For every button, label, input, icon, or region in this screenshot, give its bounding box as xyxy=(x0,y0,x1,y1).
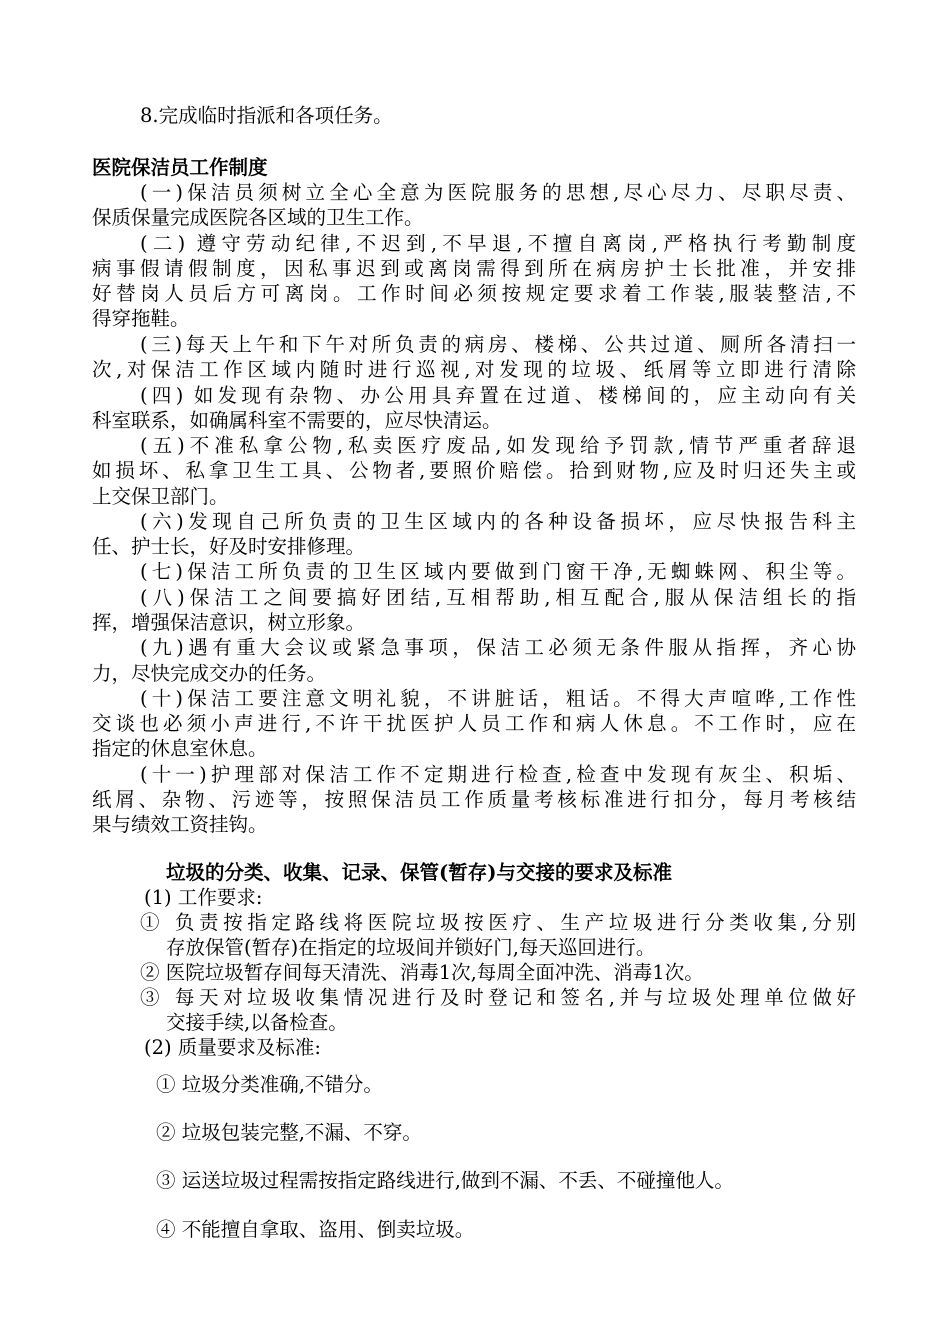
waste-section-title: 垃圾的分类、收集、记录、保管(暂存)与交接的要求及标准 xyxy=(166,861,672,884)
rules-paragraph-line: (十)保洁工要注意文明礼貌，不讲脏话，粗话。不得大声喧哗,工作性 xyxy=(140,687,856,710)
waste-list-item: 交接手续,以备检查。 xyxy=(166,1011,348,1034)
waste-list-item: ③ 每天对垃圾收集情况进行及时登记和签名,并与垃圾处理单位做好 xyxy=(140,986,856,1009)
waste-standard-item: ③ 运送垃圾过程需按指定路线进行,做到不漏、不丢、不碰撞他人。 xyxy=(156,1169,734,1192)
waste-standard-item: ② 垃圾包装完整,不漏、不穿。 xyxy=(156,1121,422,1144)
rules-paragraph-line: (二) 遵守劳动纪律,不迟到,不早退,不擅自离岗,严格执行考勤制度 xyxy=(140,232,856,255)
rules-paragraph-line: (四) 如发现有杂物、办公用具弃置在过道、楼梯间的，应主动向有关 xyxy=(140,384,856,407)
rules-paragraph-line: (三)每天上午和下午对所负责的病房、楼梯、公共过道、厕所各清扫一 xyxy=(140,333,856,356)
rules-paragraph-line: 次,对保洁工作区域内随时进行巡视,对发现的垃圾、纸屑等立即进行清除 xyxy=(92,358,856,381)
rules-paragraph-line: (八)保洁工之间要搞好团结,互相帮助,相互配合,服从保洁组长的指 xyxy=(140,586,856,609)
rules-paragraph-line: 保质保量完成医院各区域的卫生工作。 xyxy=(92,206,424,229)
rules-paragraph-line: 病事假请假制度，因私事迟到或离岗需得到所在病房护士长批准，并安排 xyxy=(92,257,856,280)
rules-paragraph-line: 交谈也必须小声进行,不许干扰医护人员工作和病人休息。不工作时，应在 xyxy=(92,712,856,735)
rules-paragraph-line: 好替岗人员后方可离岗。工作时间必须按规定要求着工作装,服装整洁,不 xyxy=(92,282,856,305)
rules-paragraph-line: (六)发现自己所负责的卫生区域内的各种设备损坏，应尽快报告科主 xyxy=(140,510,856,533)
waste-heading-work: (1) 工作要求: xyxy=(144,886,263,909)
rules-paragraph-line: 得穿拖鞋。 xyxy=(92,307,190,330)
rules-paragraph-line: 如损坏、私拿卫生工具、公物者,要照价赔偿。拾到财物,应及时归还失主或 xyxy=(92,459,856,482)
rules-paragraph-line: 纸屑、杂物、污迹等，按照保洁员工作质量考核标准进行扣分，每月考核结 xyxy=(92,788,856,811)
waste-list-item: 存放保管(暂存)在指定的垃圾间并锁好门,每天巡回进行。 xyxy=(166,936,656,959)
waste-list-item: ① 负责按指定路线将医院垃圾按医疗、生产垃圾进行分类收集,分别 xyxy=(140,911,856,934)
rules-paragraph-line: 科室联系，如确属科室不需要的，应尽快清运。 xyxy=(92,409,502,432)
rules-paragraph-line: 指定的休息室休息。 xyxy=(92,737,268,760)
rules-section-title: 医院保洁员工作制度 xyxy=(92,156,268,179)
rules-paragraph-line: 力，尽快完成交办的任务。 xyxy=(92,662,327,685)
rules-paragraph-line: 挥，增强保洁意识，树立形象。 xyxy=(92,611,366,634)
intro-list-item: 8.完成临时指派和各项任务。 xyxy=(140,104,393,127)
rules-paragraph-line: (九)遇有重大会议或紧急事项，保洁工必须无条件服从指挥，齐心协 xyxy=(140,636,856,659)
rules-paragraph-line: (五)不准私拿公物,私卖医疗废品,如发现给予罚款,情节严重者辞退 xyxy=(140,434,856,457)
rules-paragraph-line: 果与绩效工资挂钩。 xyxy=(92,813,268,836)
rules-paragraph-line: (一)保洁员须树立全心全意为医院服务的思想,尽心尽力、尽职尽责、 xyxy=(140,181,856,204)
waste-heading-quality: (2) 质量要求及标准: xyxy=(144,1036,321,1059)
waste-standard-item: ① 垃圾分类准确,不错分。 xyxy=(156,1073,383,1096)
rules-paragraph-line: 任、护士长，好及时安排修理。 xyxy=(92,535,366,558)
waste-list-item: ② 医院垃圾暂存间每天清洗、消毒1次,每周全面冲洗、消毒1次。 xyxy=(140,961,704,984)
rules-paragraph-line: 上交保卫部门。 xyxy=(92,485,229,508)
rules-paragraph-line: (十一)护理部对保洁工作不定期进行检查,检查中发现有灰尘、积垢、 xyxy=(140,763,856,786)
rules-paragraph-line: (七)保洁工所负责的卫生区域内要做到门窗干净,无蜘蛛网、积尘等。 xyxy=(140,560,856,583)
waste-standard-item: ④ 不能擅自拿取、盗用、倒卖垃圾。 xyxy=(156,1218,475,1241)
